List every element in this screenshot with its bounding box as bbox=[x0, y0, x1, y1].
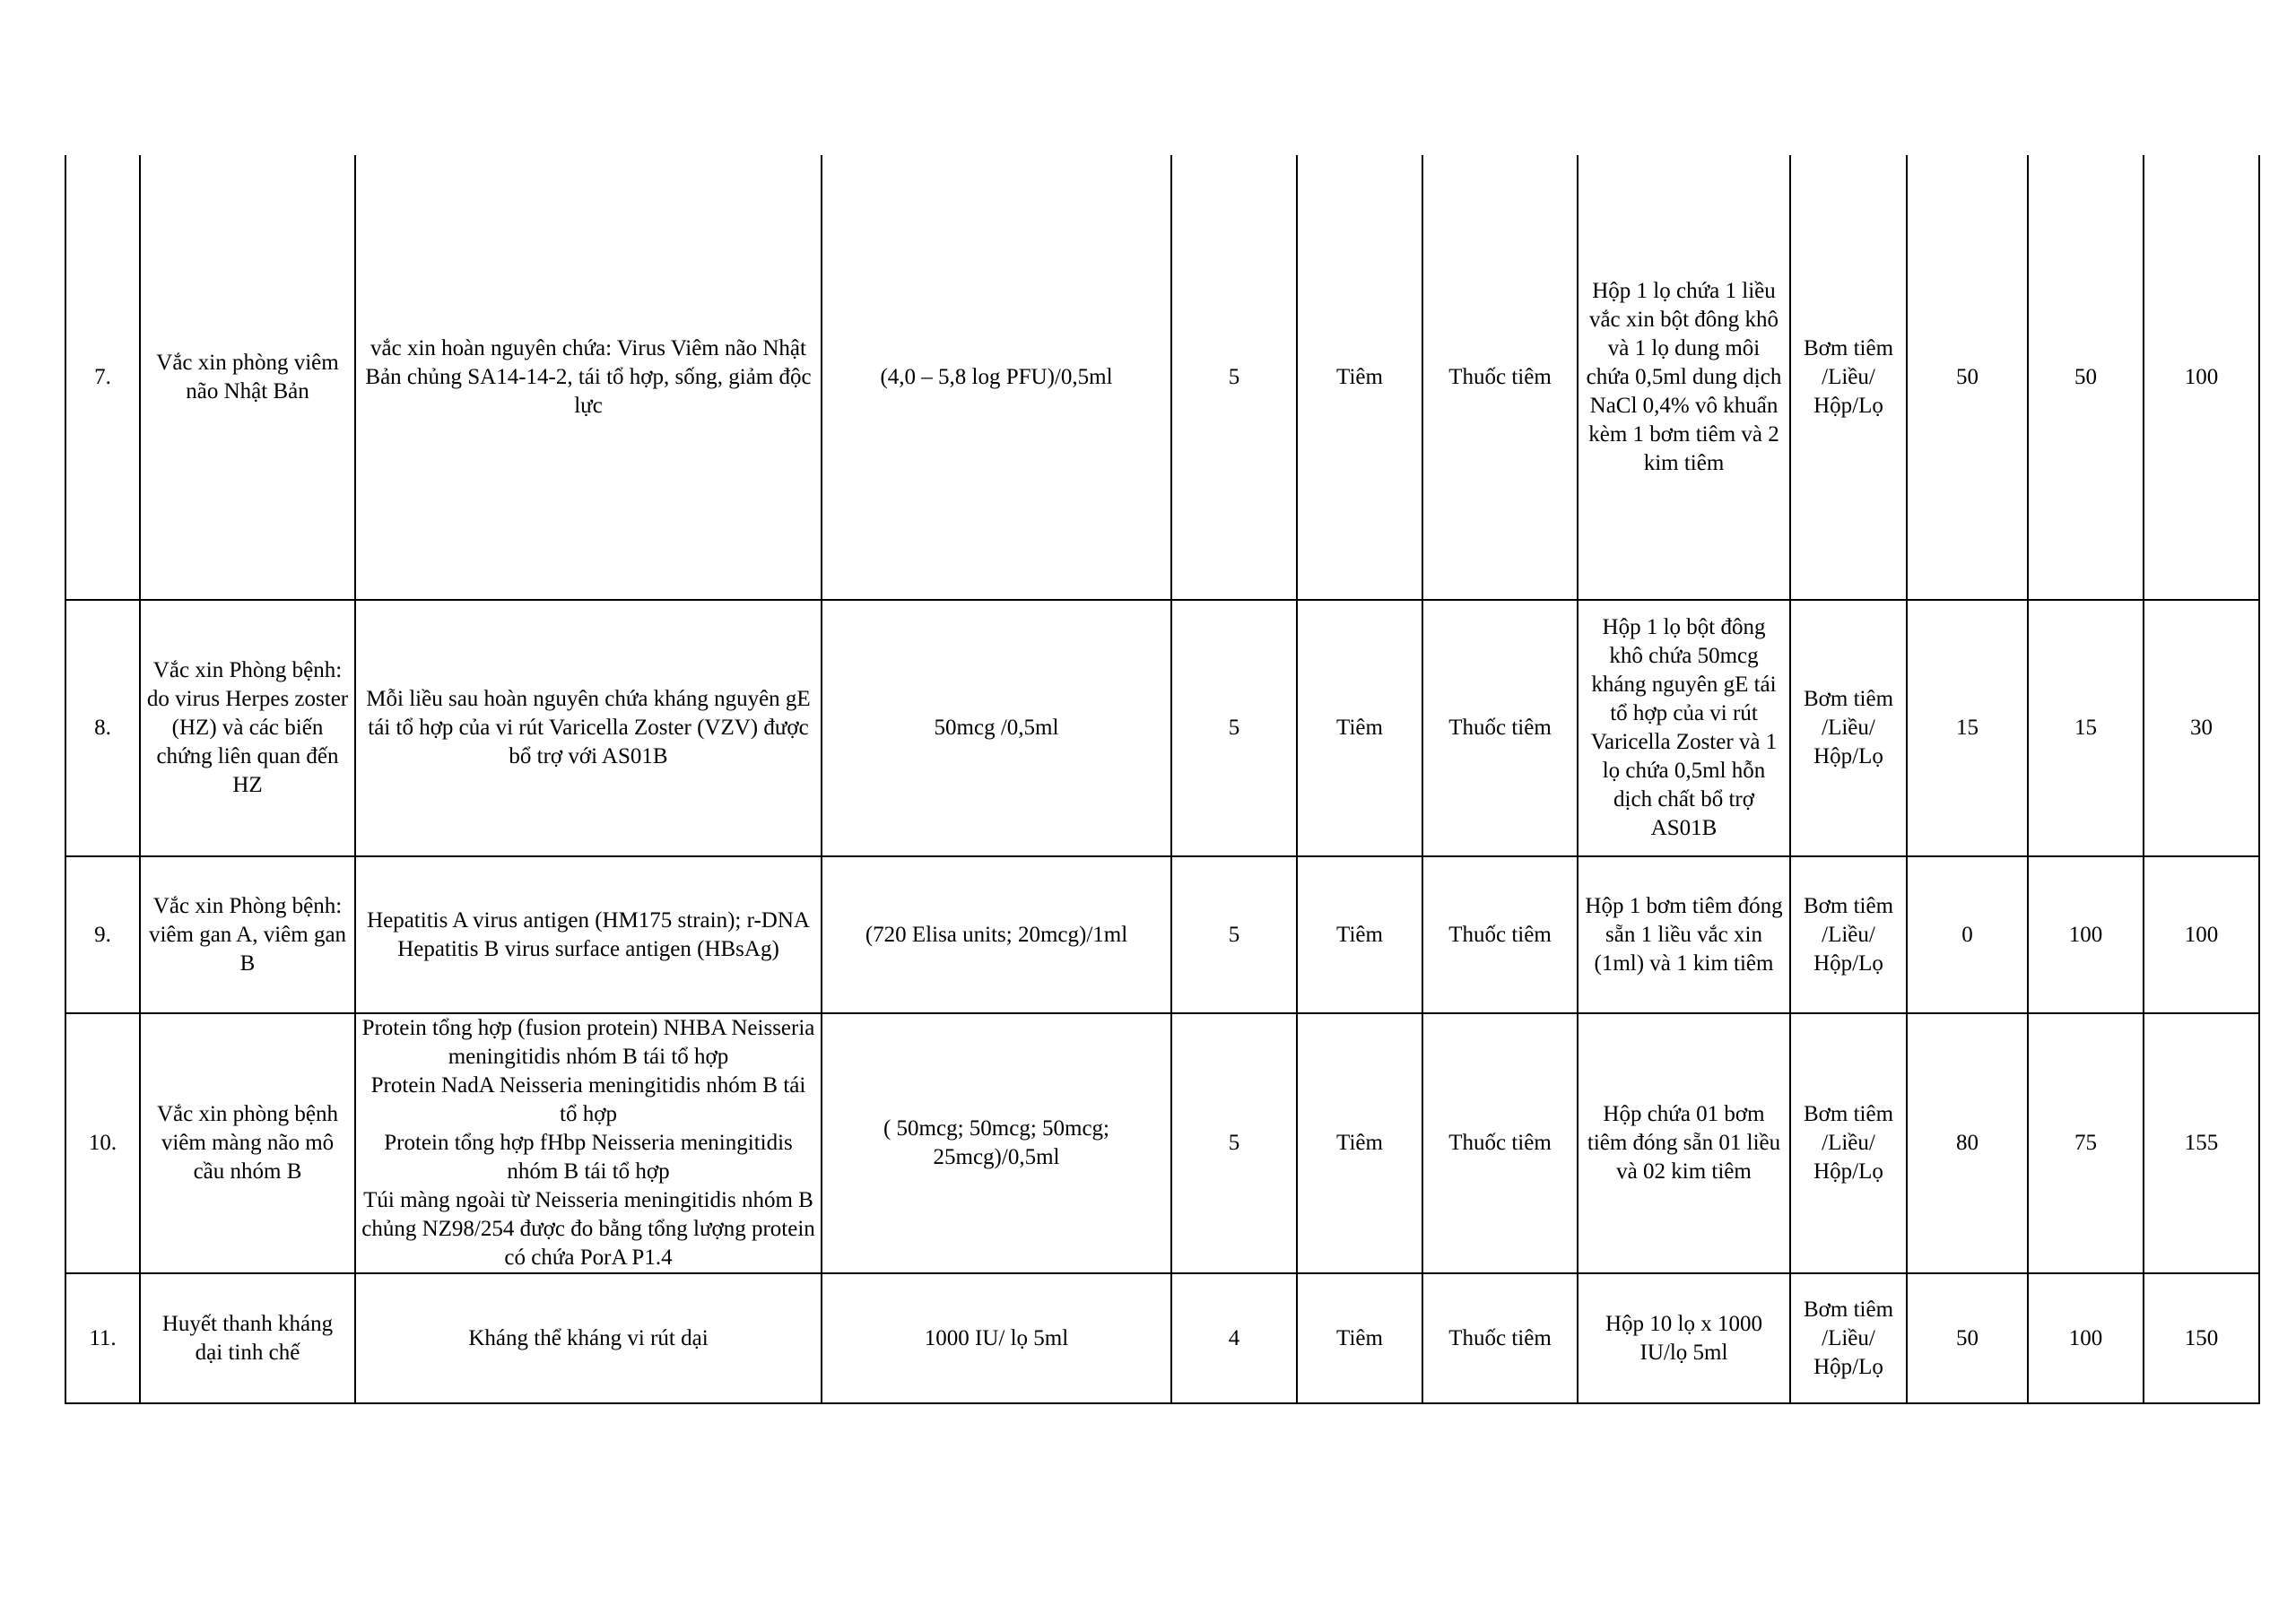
cell-stt: 8. bbox=[65, 600, 140, 856]
cell-vaccine-name: Huyết thanh kháng dại tinh chế bbox=[140, 1273, 355, 1403]
cell-quantity-b: 100 bbox=[2028, 856, 2144, 1013]
cell-quantity-a: 0 bbox=[1907, 856, 2028, 1013]
table-row bbox=[65, 1013, 2259, 1273]
cell-vaccine-name: Vắc xin Phòng bệnh: viêm gan A, viêm gan B bbox=[140, 856, 355, 1013]
cell-packaging: Hộp 10 lọ x 1000 IU/lọ 5ml bbox=[1578, 1273, 1790, 1403]
cell-unit: Bơm tiêm /Liều/ Hộp/Lọ bbox=[1790, 1273, 1907, 1403]
cell-group: 5 bbox=[1171, 856, 1297, 1013]
cell-route: Tiêm bbox=[1297, 1273, 1422, 1403]
cell-total: 30 bbox=[2144, 600, 2259, 856]
cell-group: 5 bbox=[1171, 155, 1297, 600]
cell-stt: 11. bbox=[65, 1273, 140, 1403]
cell-composition: Protein tổng hợp (fusion protein) NHBA Neisseria meningitidis nhóm B tái tổ hợp Protein NadA Neisseria meningitidis nhóm B tái tổ hợp Protein tổng hợp fHbp Neisseria meningitidis nhóm B tái tổ hợp Túi màng ngoài từ Neisseria meningitidis nhóm B chủng NZ98/254 được đo bằng tổng lượng protein có chứa PorA P1.4 bbox=[355, 1013, 822, 1273]
cell-route: Tiêm bbox=[1297, 600, 1422, 856]
cell-quantity-b: 100 bbox=[2028, 1273, 2144, 1403]
cell-total: 150 bbox=[2144, 1273, 2259, 1403]
table-row bbox=[65, 1273, 2259, 1403]
cell-route: Tiêm bbox=[1297, 1013, 1422, 1273]
table-row bbox=[65, 600, 2259, 856]
cell-group: 5 bbox=[1171, 600, 1297, 856]
cell-quantity-a: 50 bbox=[1907, 1273, 2028, 1403]
cell-quantity-a: 80 bbox=[1907, 1013, 2028, 1273]
cell-dosage-form: Thuốc tiêm bbox=[1422, 1013, 1578, 1273]
cell-concentration: (4,0 – 5,8 log PFU)/0,5ml bbox=[822, 155, 1171, 600]
cell-packaging: Hộp 1 bơm tiêm đóng sẵn 1 liều vắc xin (1ml) và 1 kim tiêm bbox=[1578, 856, 1790, 1013]
cell-composition: Kháng thể kháng vi rút dại bbox=[355, 1273, 822, 1403]
cell-total: 100 bbox=[2144, 155, 2259, 600]
cell-quantity-b: 15 bbox=[2028, 600, 2144, 856]
cell-dosage-form: Thuốc tiêm bbox=[1422, 155, 1578, 600]
cell-group: 4 bbox=[1171, 1273, 1297, 1403]
cell-dosage-form: Thuốc tiêm bbox=[1422, 856, 1578, 1013]
cell-vaccine-name: Vắc xin phòng bệnh viêm màng não mô cầu nhóm B bbox=[140, 1013, 355, 1273]
cell-stt: 10. bbox=[65, 1013, 140, 1273]
cell-quantity-b: 75 bbox=[2028, 1013, 2144, 1273]
cell-unit: Bơm tiêm /Liều/ Hộp/Lọ bbox=[1790, 155, 1907, 600]
cell-packaging: Hộp chứa 01 bơm tiêm đóng sẵn 01 liều và 02 kim tiêm bbox=[1578, 1013, 1790, 1273]
cell-unit: Bơm tiêm /Liều/ Hộp/Lọ bbox=[1790, 856, 1907, 1013]
cell-stt: 7. bbox=[65, 155, 140, 600]
cell-route: Tiêm bbox=[1297, 155, 1422, 600]
cell-concentration: 1000 IU/ lọ 5ml bbox=[822, 1273, 1171, 1403]
cell-stt: 9. bbox=[65, 856, 140, 1013]
cell-total: 100 bbox=[2144, 856, 2259, 1013]
cell-unit: Bơm tiêm /Liều/ Hộp/Lọ bbox=[1790, 1013, 1907, 1273]
cell-dosage-form: Thuốc tiêm bbox=[1422, 600, 1578, 856]
cell-quantity-b: 50 bbox=[2028, 155, 2144, 600]
cell-group: 5 bbox=[1171, 1013, 1297, 1273]
cell-vaccine-name: Vắc xin Phòng bệnh: do virus Herpes zoster (HZ) và các biến chứng liên quan đến HZ bbox=[140, 600, 355, 856]
cell-route: Tiêm bbox=[1297, 856, 1422, 1013]
cell-composition: vắc xin hoàn nguyên chứa: Virus Viêm não Nhật Bản chủng SA14-14-2, tái tổ hợp, sống, giảm độc lực bbox=[355, 155, 822, 600]
cell-packaging: Hộp 1 lọ chứa 1 liều vắc xin bột đông khô và 1 lọ dung môi chứa 0,5ml dung dịch NaCl 0,4% vô khuẩn kèm 1 bơm tiêm và 2 kim tiêm bbox=[1578, 155, 1790, 600]
cell-vaccine-name: Vắc xin phòng viêm não Nhật Bản bbox=[140, 155, 355, 600]
cell-composition: Mỗi liều sau hoàn nguyên chứa kháng nguyên gE tái tổ hợp của vi rút Varicella Zoster (VZV) được bổ trợ với AS01B bbox=[355, 600, 822, 856]
vaccine-table bbox=[65, 155, 2260, 1404]
table-row bbox=[65, 155, 2259, 600]
cell-quantity-a: 50 bbox=[1907, 155, 2028, 600]
cell-concentration: ( 50mcg; 50mcg; 50mcg; 25mcg)/0,5ml bbox=[822, 1013, 1171, 1273]
cell-unit: Bơm tiêm /Liều/ Hộp/Lọ bbox=[1790, 600, 1907, 856]
cell-quantity-a: 15 bbox=[1907, 600, 2028, 856]
cell-composition: Hepatitis A virus antigen (HM175 strain); r-DNA Hepatitis B virus surface antigen (HBsAg) bbox=[355, 856, 822, 1013]
cell-concentration: (720 Elisa units; 20mcg)/1ml bbox=[822, 856, 1171, 1013]
table-row bbox=[65, 856, 2259, 1013]
cell-dosage-form: Thuốc tiêm bbox=[1422, 1273, 1578, 1403]
cell-total: 155 bbox=[2144, 1013, 2259, 1273]
cell-concentration: 50mcg /0,5ml bbox=[822, 600, 1171, 856]
cell-packaging: Hộp 1 lọ bột đông khô chứa 50mcg kháng nguyên gE tái tổ hợp của vi rút Varicella Zoster và 1 lọ chứa 0,5ml hỗn dịch chất bổ trợ AS01B bbox=[1578, 600, 1790, 856]
